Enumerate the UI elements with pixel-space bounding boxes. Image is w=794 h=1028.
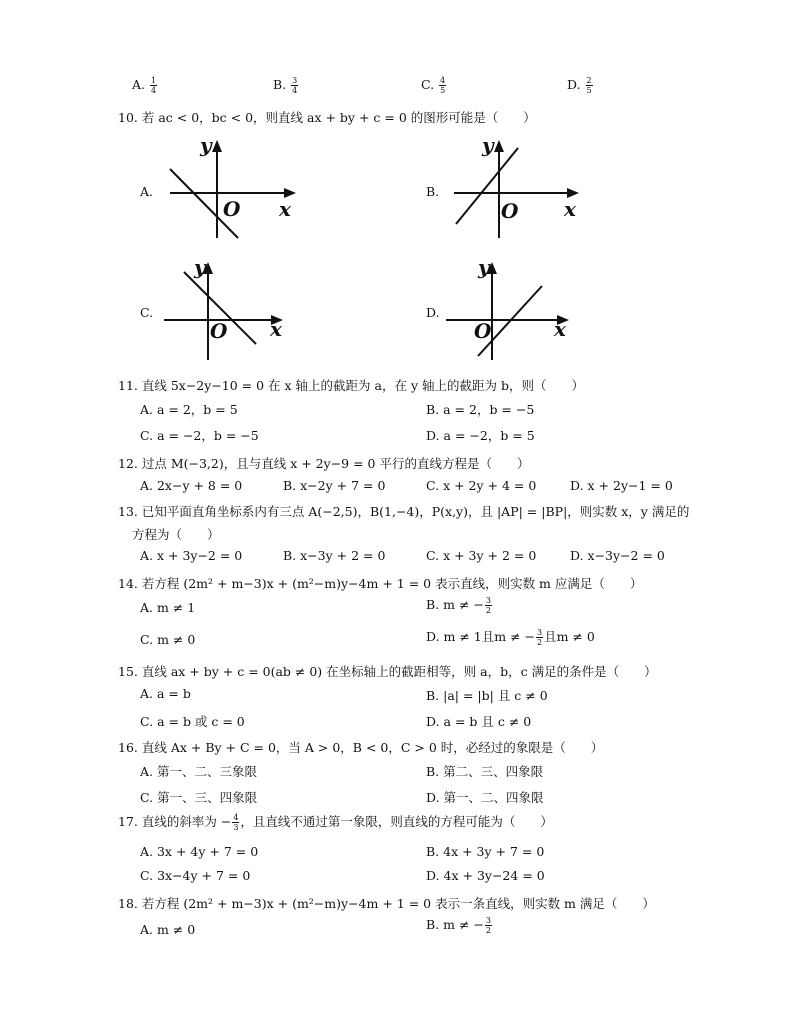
x-axis-label: x [554, 317, 566, 341]
fraction: $\frac{3}{2}$ [485, 916, 491, 935]
y-axis-label: y [478, 256, 490, 279]
q17-option-c[interactable]: C. 3x−4y + 7 = 0 [140, 868, 251, 883]
fraction: $\frac{3}{2}$ [537, 628, 543, 647]
x-axis-label: x [564, 197, 576, 221]
origin-label: O [474, 319, 492, 343]
y-axis-label: y [200, 136, 212, 157]
fraction: $\frac{4}{5}$ [440, 76, 446, 95]
x-axis-label: x [279, 197, 291, 221]
q12-option-a[interactable]: A. 2x−y + 8 = 0 [140, 478, 243, 493]
q18-option-a[interactable]: A. m ≠ 0 [140, 922, 196, 937]
q9-option-a[interactable]: A. $\frac{1}{4}$ [132, 76, 157, 95]
q11-option-d[interactable]: D. a = −2，b = 5 [426, 428, 535, 443]
q13-option-a[interactable]: A. x + 3y−2 = 0 [140, 548, 243, 563]
q9-option-d[interactable]: D. $\frac{2}{5}$ [567, 76, 592, 95]
q10-option-d-label[interactable]: D. [426, 305, 440, 320]
q12-option-b[interactable]: B. x−2y + 7 = 0 [283, 478, 386, 493]
fraction: $\frac{1}{4}$ [151, 76, 157, 95]
q11-option-c[interactable]: C. a = −2，b = −5 [140, 428, 259, 443]
q15-option-d[interactable]: D. a = b 且 c ≠ 0 [426, 714, 532, 729]
y-axis-label: y [194, 256, 206, 279]
fraction: $\frac{3}{4}$ [292, 76, 298, 95]
q10-stem: 10. 若 ac < 0，bc < 0，则直线 ax + by + c = 0 的图形可能是（ ） [118, 110, 536, 125]
q14-option-d[interactable]: D. m ≠ 1且m ≠ − $\frac{3}{2}$ 且m ≠ 0 [426, 628, 595, 647]
origin-label: O [210, 319, 228, 343]
q13-stem: 13. 已知平面直角坐标系内有三点 A(−2,5)，B(1,−4)，P(x,y)，且 |AP| = |BP|，则实数 x，y 满足的 [118, 504, 690, 519]
x-axis-label: x [270, 317, 282, 341]
q13-option-d[interactable]: D. x−3y−2 = 0 [570, 548, 665, 563]
q15-option-b[interactable]: B. |a| = |b| 且 c ≠ 0 [426, 688, 548, 703]
fraction: $\frac{2}{5}$ [586, 76, 592, 95]
q12-option-c[interactable]: C. x + 2y + 4 = 0 [426, 478, 537, 493]
q10-option-c-label[interactable]: C. [140, 305, 154, 320]
q10-graph-d[interactable] [446, 256, 586, 362]
q11-stem: 11. 直线 5x−2y−10 = 0 在 x 轴上的截距为 a，在 y 轴上的截距为 b，则（ ） [118, 378, 584, 393]
q13-option-c[interactable]: C. x + 3y + 2 = 0 [426, 548, 537, 563]
origin-label: O [501, 199, 519, 223]
q16-option-d[interactable]: D. 第一、二、四象限 [426, 790, 544, 805]
q10-graph-c[interactable] [160, 256, 300, 362]
q17-stem: 17. 直线的斜率为 − $\frac{4}{3}$ ，且直线不通过第一象限，则直线的方程可能为（ ） [118, 813, 553, 832]
q16-option-c[interactable]: C. 第一、三、四象限 [140, 790, 258, 805]
fraction: $\frac{4}{3}$ [233, 813, 239, 832]
q18-stem: 18. 若方程 (2m² + m−3)x + (m²−m)y−4m + 1 = 0 表示一条直线，则实数 m 满足（ ） [118, 896, 655, 911]
y-axis-label: y [482, 136, 494, 157]
q14-option-a[interactable]: A. m ≠ 1 [140, 600, 196, 615]
origin-label: O [223, 197, 241, 221]
q10-option-b-label[interactable]: B. [426, 184, 440, 199]
q13-stem-continued: 方程为（ ） [132, 527, 220, 542]
q17-option-a[interactable]: A. 3x + 4y + 7 = 0 [140, 844, 259, 859]
q15-stem: 15. 直线 ax + by + c = 0(ab ≠ 0) 在坐标轴上的截距相等，则 a，b，c 满足的条件是（ ） [118, 664, 657, 679]
q14-stem: 14. 若方程 (2m² + m−3)x + (m²−m)y−4m + 1 = 0 表示直线，则实数 m 应满足（ ） [118, 576, 643, 591]
q16-option-b[interactable]: B. 第二、三、四象限 [426, 764, 544, 779]
q17-option-d[interactable]: D. 4x + 3y−24 = 0 [426, 868, 545, 883]
q10-graph-a[interactable] [160, 136, 300, 240]
q16-stem: 16. 直线 Ax + By + C = 0，当 A > 0，B < 0，C > 0 时，必经过的象限是（ ） [118, 740, 604, 755]
q15-option-c[interactable]: C. a = b 或 c = 0 [140, 714, 245, 729]
q11-option-b[interactable]: B. a = 2，b = −5 [426, 402, 535, 417]
fraction: $\frac{3}{2}$ [485, 596, 491, 615]
q14-option-c[interactable]: C. m ≠ 0 [140, 632, 196, 647]
q10-graph-b[interactable] [446, 136, 586, 240]
q12-option-d[interactable]: D. x + 2y−1 = 0 [570, 478, 673, 493]
q11-option-a[interactable]: A. a = 2，b = 5 [140, 402, 238, 417]
q15-option-a[interactable]: A. a = b [140, 686, 191, 701]
q17-option-b[interactable]: B. 4x + 3y + 7 = 0 [426, 844, 545, 859]
q9-option-b[interactable]: B. $\frac{3}{4}$ [273, 76, 298, 95]
q14-option-b[interactable]: B. m ≠ − $\frac{3}{2}$ [426, 596, 491, 615]
q18-option-b[interactable]: B. m ≠ − $\frac{3}{2}$ [426, 916, 491, 935]
q9-option-c[interactable]: C. $\frac{4}{5}$ [421, 76, 446, 95]
q13-option-b[interactable]: B. x−3y + 2 = 0 [283, 548, 386, 563]
q10-option-a-label[interactable]: A. [140, 184, 154, 199]
q16-option-a[interactable]: A. 第一、二、三象限 [140, 764, 257, 779]
q12-stem: 12. 过点 M(−3,2)，且与直线 x + 2y−9 = 0 平行的直线方程是（ ） [118, 456, 530, 471]
